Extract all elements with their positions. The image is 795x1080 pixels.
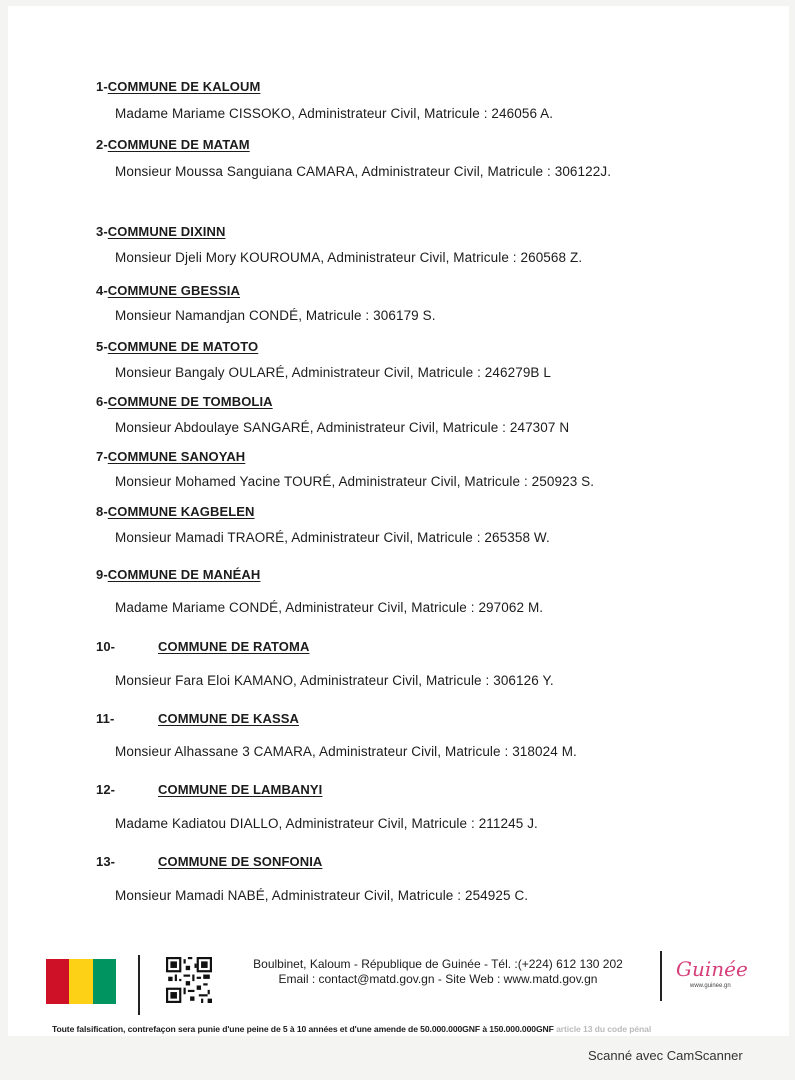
entry-heading: 7-COMMUNE SANOYAH [96,449,246,464]
commune-title: COMMUNE DE LAMBANYI [158,782,323,797]
commune-title: COMMUNE DE RATOMA [158,639,310,654]
entry-heading: 6-COMMUNE DE TOMBOLIA [96,394,273,409]
contact-line: Email : contact@matd.gov.gn - Site Web : www.matd.gov.gn [278,972,598,986]
legal-notice: Toute falsification, contrefaçon sera punie d'une peine de 5 à 10 années et d'une amende de 50.000.000GNF à 150.000.000GNF article 13 du code pénal [52,1024,652,1034]
commune-title: COMMUNE DE KASSA [158,711,299,726]
commune-title: COMMUNE DE TOMBOLIA [107,394,273,409]
page-footer [8,951,789,1021]
qr-code-icon [166,957,212,1003]
entry-text: Monsieur Moussa Sanguiana CAMARA, Administrateur Civil, Matricule : 306122J. [115,164,612,179]
entry-text: Monsieur Djeli Mory KOUROUMA, Administrateur Civil, Matricule : 260568 Z. [115,250,583,265]
entry-heading: 5-COMMUNE DE MATOTO [96,339,259,354]
guinee-logo: Guinée www.guinee.gn [676,957,748,989]
entry-text: Monsieur Mamadi TRAORÉ, Administrateur Civil, Matricule : 265358 W. [115,530,550,545]
entry-heading: 11- COMMUNE DE KASSA [96,711,299,726]
entry-text: Monsieur Abdoulaye SANGARÉ, Administrateur Civil, Matricule : 247307 N [115,420,570,435]
address-line: Boulbinet, Kaloum - République de Guinée - Tél. :(+224) 612 130 202 [253,957,623,971]
entry-heading: 9-COMMUNE DE MANÉAH [96,567,261,582]
entry-text: Monsieur Fara Eloi KAMANO, Administrateur Civil, Matricule : 306126 Y. [115,673,554,688]
entry-text: Monsieur Bangaly OULARÉ, Administrateur Civil, Matricule : 246279B L [115,365,551,380]
commune-title: COMMUNE SANOYAH [107,449,246,464]
entry-text: Monsieur Mohamed Yacine TOURÉ, Administrateur Civil, Matricule : 250923 S. [115,474,595,489]
commune-title: COMMUNE DE SONFONIA [158,854,323,869]
entry-heading: 3-COMMUNE DIXINN [96,224,226,239]
commune-title: COMMUNE KAGBELEN [107,504,255,519]
entry-heading: 12- COMMUNE DE LAMBANYI [96,782,323,797]
entry-heading: 10- COMMUNE DE RATOMA [96,639,310,654]
divider [138,955,140,1015]
commune-title: COMMUNE DE KALOUM [107,79,261,94]
entry-heading: 4-COMMUNE GBESSIA [96,283,240,298]
entry-text: Madame Kadiatou DIALLO, Administrateur Civil, Matricule : 211245 J. [115,816,538,831]
entry-heading: 2-COMMUNE DE MATAM [96,137,250,152]
entry-heading: 8-COMMUNE KAGBELEN [96,504,255,519]
commune-title: COMMUNE DIXINN [107,224,226,239]
entry-heading: 13- COMMUNE DE SONFONIA [96,854,323,869]
entry-text: Madame Mariame CISSOKO, Administrateur Civil, Matricule : 246056 A. [115,106,554,121]
commune-title: COMMUNE GBESSIA [107,283,240,298]
scanner-watermark: Scanné avec CamScanner [588,1048,743,1063]
contact-block [218,957,658,987]
entry-text: Madame Mariame CONDÉ, Administrateur Civil, Matricule : 297062 M. [115,600,544,615]
commune-title: COMMUNE DE MANÉAH [107,567,261,582]
document-page [8,6,789,1036]
divider [660,951,662,1001]
guinea-flag-icon [46,959,116,1004]
commune-title: COMMUNE DE MATAM [107,137,250,152]
entry-text: Monsieur Namandjan CONDÉ, Matricule : 306179 S. [115,308,436,323]
entry-text: Monsieur Mamadi NABÉ, Administrateur Civil, Matricule : 254925 C. [115,888,529,903]
entry-text: Monsieur Alhassane 3 CAMARA, Administrateur Civil, Matricule : 318024 M. [115,744,577,759]
entry-heading: 1-COMMUNE DE KALOUM [96,79,261,94]
commune-title: COMMUNE DE MATOTO [107,339,259,354]
